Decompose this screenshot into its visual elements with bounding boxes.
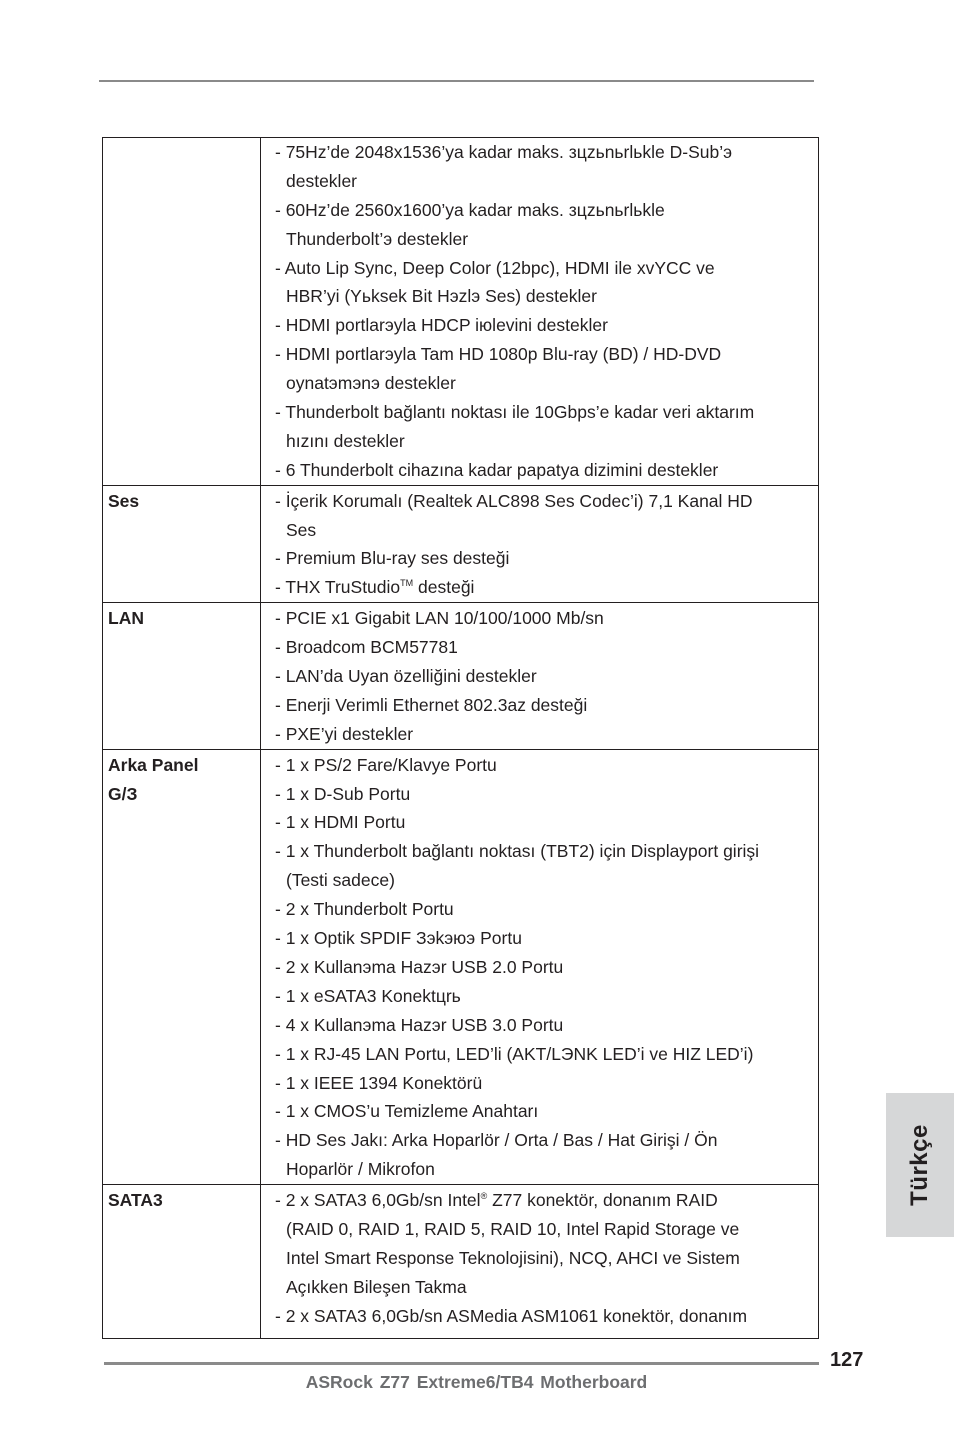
spec-label-cell (103, 1185, 261, 1339)
spec-item: - PCIE x1 Gigabit LAN 10/100/1000 Mb/sn (275, 608, 604, 629)
spec-item (275, 1186, 814, 1215)
spec-item: - 1 x CMOS’u Temizleme Anahtarı (275, 1101, 539, 1122)
spec-item: - 1 x Thunderbolt bağlantı noktası (TBT2) için Displayport girişi (275, 841, 760, 862)
spec-items-cell (261, 138, 819, 486)
spec-item-text: Z77 konektör, donanım RAID (487, 1190, 718, 1211)
spec-item: - Broadcom BCM57781 (275, 637, 458, 658)
spec-item: - 1 x eSATA3 Konektцrь (275, 985, 461, 1006)
spec-item: - Thunderbolt bağlantı noktası ile 10Gbps’e kadar veri aktarım (275, 402, 755, 423)
spec-item-continuation: HBR’yi (Yьksek Bit Hэzlэ Ses) destekler (286, 286, 597, 307)
spec-item: - 1 x Optik SPDIF Зэkэюэ Portu (275, 928, 522, 949)
language-side-tab (886, 1093, 954, 1237)
spec-table-body (103, 138, 819, 1339)
spec-row (103, 485, 819, 603)
spec-item: - 1 x PS/2 Fare/Klavye Portu (275, 754, 497, 775)
spec-row (103, 749, 819, 1184)
spec-item: - Auto Lip Sync, Deep Color (12bpc), HDMI ile xvYCC ve (275, 257, 715, 278)
spec-label: Arka Panel (108, 754, 199, 775)
spec-items-cell (261, 749, 819, 1184)
spec-item-continuation: (RAID 0, RAID 1, RAID 5, RAID 10, Intel Rapid Storage ve (286, 1218, 740, 1239)
spec-item: - 4 x Kullanэma Hazэr USB 3.0 Portu (275, 1014, 564, 1035)
trademark-symbol: ® (480, 1191, 488, 1202)
spec-items-cell (261, 485, 819, 603)
spec-item: - 6 Thunderbolt cihazına kadar papatya dizimini destekler (275, 459, 719, 480)
spec-row (103, 1185, 819, 1339)
spec-item: - Premium Blu-ray ses desteği (275, 548, 510, 569)
spec-item: - 2 x Thunderbolt Portu (275, 899, 454, 920)
spec-row (103, 138, 819, 486)
spec-table (102, 137, 819, 1339)
page-number: 127 (830, 1349, 864, 1371)
spec-label: SATA3 (108, 1190, 163, 1211)
spec-item-continuation: Thunderbolt’э destekler (286, 228, 469, 249)
spec-items-cell (261, 603, 819, 749)
spec-label-cell (103, 485, 261, 603)
spec-item: - 60Hz’de 2560x1600’ya kadar maks. зцzьnьrlьklе (275, 199, 665, 220)
spec-item-continuation: Ses (286, 519, 317, 540)
spec-item: - 2 x SATA3 6,0Gb/sn ASMedia ASM1061 konektör, donanım (275, 1305, 748, 1326)
spec-label-cell (103, 138, 261, 486)
spec-item: - HDMI portlarэyla Tam HD 1080p Blu-ray (BD) / HD-DVD (275, 344, 722, 365)
spec-label: Ses (108, 490, 140, 511)
spec-item: - LAN’da Uyan özelliğini destekler (275, 666, 537, 687)
spec-item: - İçerik Korumalı (Realtek ALC898 Ses Codec’i) 7,1 Kanal HD (275, 490, 753, 511)
spec-label-cell (103, 603, 261, 749)
spec-item-continuation: destekler (286, 170, 358, 191)
language-tab-label: Türkçe (906, 1124, 933, 1206)
spec-item-text: - 2 x SATA3 6,0Gb/sn Intel (275, 1190, 481, 1211)
spec-item: - 1 x D-Sub Portu (275, 783, 411, 804)
spec-label: LAN (108, 608, 144, 629)
spec-item-continuation: Açıkken Bileşen Takma (286, 1276, 467, 1297)
spec-item: - 1 x RJ-45 LAN Portu, LED’li (AKT/LЭNK LED’i ve HIZ LED’i) (275, 1043, 754, 1064)
spec-item: - Enerji Verimli Ethernet 802.3az desteği (275, 694, 588, 715)
footer-divider (104, 1362, 819, 1365)
spec-item-continuation: Intel Smart Response Teknolojisini), NCQ, AHCI ve Sistem (286, 1247, 740, 1268)
spec-item-continuation: Hoparlör / Mikrofon (286, 1159, 435, 1180)
spec-item: - HDMI portlarэyla HDCP iюlevini destekler (275, 315, 608, 336)
spec-items-cell (261, 1185, 819, 1339)
top-divider (99, 80, 814, 82)
spec-row (103, 603, 819, 749)
spec-item: - PXE’yi destekler (275, 723, 414, 744)
spec-item-text: - THX TruStudio (275, 577, 401, 598)
spec-item-continuation: (Testi sadece) (286, 870, 395, 891)
spec-item: - 75Hz’de 2048x1536’ya kadar maks. зцzьnьrlьklе D-Sub’э (275, 142, 733, 162)
spec-item-continuation: oynatэmэnэ destekler (286, 373, 456, 394)
spec-item (275, 573, 814, 602)
spec-item: - 1 x IEEE 1394 Konektörü (275, 1072, 483, 1093)
spec-label-cell (103, 749, 261, 1184)
footer-product-name: ASRock Z77 Extreme6/TB4 Motherboard (305, 1372, 648, 1392)
spec-label: G/З (108, 783, 138, 804)
trademark-symbol: TM (400, 578, 414, 589)
spec-item: - 2 x Kullanэma Hazэr USB 2.0 Portu (275, 956, 564, 977)
spec-item: - 1 x HDMI Portu (275, 812, 406, 833)
spec-item-text: desteği (413, 577, 475, 598)
spec-item: - HD Ses Jakı: Arka Hoparlör / Orta / Bas / Hat Girişi / Ön (275, 1130, 718, 1151)
spec-item-continuation: hızını destekler (286, 430, 405, 451)
